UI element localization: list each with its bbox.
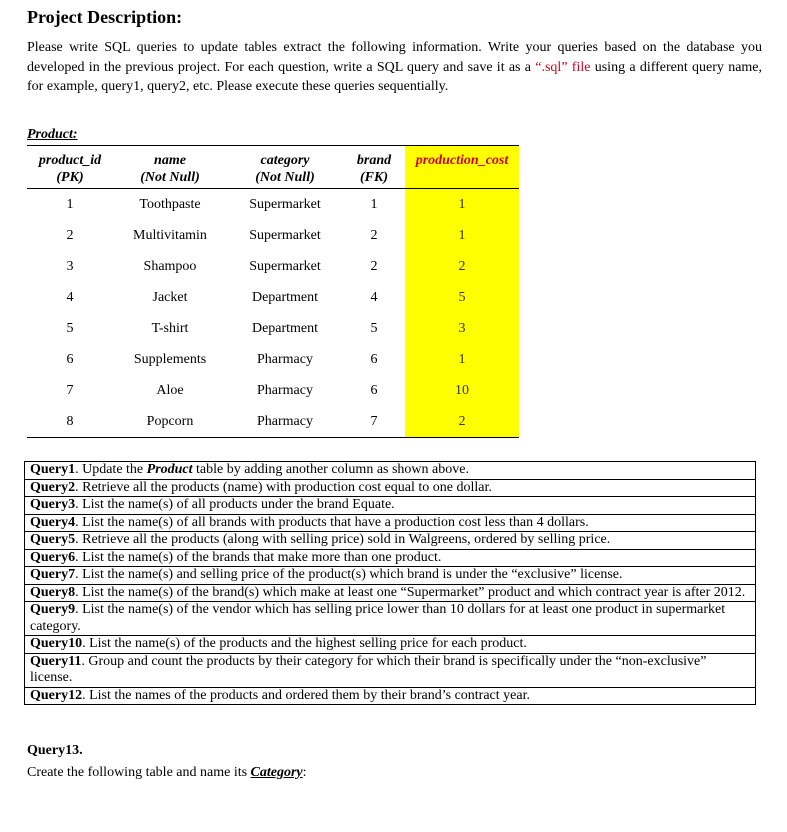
query-label: Query1 bbox=[30, 462, 76, 477]
query-label: Query2 bbox=[30, 479, 76, 495]
cell-product-id: 6 bbox=[66, 351, 74, 367]
cell-category: Supermarket bbox=[249, 227, 321, 243]
query-description: . List the name(s) of the brand(s) which make at least one “Supermarket” product and which contract year is after 2012. bbox=[75, 584, 746, 600]
cell-production-cost: 2 bbox=[405, 251, 519, 282]
cell-category: Supermarket bbox=[249, 258, 321, 274]
cell-production-cost: 1 bbox=[405, 220, 519, 251]
header-category: category (Not Null) bbox=[255, 153, 315, 185]
query-description: . Group and count the products by their category for which their brand is specifically under the “non-exclusive” license. bbox=[30, 653, 707, 685]
table-row bbox=[27, 251, 519, 282]
category-table-name: Category bbox=[250, 765, 303, 780]
query-text bbox=[25, 636, 756, 654]
query-text bbox=[25, 567, 756, 585]
query-label: Query6 bbox=[30, 549, 76, 565]
query-description: . Retrieve all the products (along with selling price) sold in Walgreens, ordered by selling price. bbox=[75, 532, 611, 547]
product-table bbox=[27, 145, 519, 438]
product-table-label: Product: bbox=[27, 127, 78, 142]
cell-product-id: 7 bbox=[66, 382, 74, 398]
cell-product-id: 8 bbox=[66, 413, 74, 429]
cell-brand: 2 bbox=[370, 227, 378, 243]
cell-category: Pharmacy bbox=[257, 382, 313, 398]
query-row bbox=[25, 462, 756, 480]
cell-name: T-shirt bbox=[151, 320, 189, 336]
query-description: . List the name(s) of all brands with products that have a production cost less than 4 dollars. bbox=[75, 514, 589, 530]
sql-file-ext: “.sql” file bbox=[535, 59, 591, 75]
header-product-id: product_id (PK) bbox=[38, 153, 102, 185]
cell-product-id: 4 bbox=[66, 289, 74, 305]
query-description: . Retrieve all the products (name) with production cost equal to one dollar. bbox=[75, 479, 492, 495]
cell-product-id: 5 bbox=[66, 320, 74, 336]
header-production-cost: production_cost bbox=[405, 146, 519, 189]
cell-brand: 6 bbox=[370, 382, 378, 398]
query-text bbox=[25, 549, 756, 567]
table-row bbox=[27, 406, 519, 438]
query-text bbox=[25, 462, 756, 480]
table-row bbox=[27, 220, 519, 251]
cell-product-id: 1 bbox=[66, 196, 74, 212]
queries-table bbox=[24, 461, 756, 705]
cell-brand: 5 bbox=[370, 320, 378, 336]
query13-instruction: Create the following table and name its bbox=[27, 765, 251, 780]
query-label: Query8 bbox=[30, 584, 76, 600]
table-row bbox=[27, 282, 519, 313]
query-row bbox=[25, 584, 756, 602]
query-text bbox=[25, 602, 756, 636]
query-label: Query3 bbox=[30, 497, 76, 512]
query-row bbox=[25, 497, 756, 515]
cell-name: Toothpaste bbox=[139, 196, 201, 212]
query-text bbox=[25, 532, 756, 550]
query-description: . List the name(s) and selling price of the product(s) which brand is under the “exclusive” license. bbox=[75, 567, 623, 582]
query-row bbox=[25, 479, 756, 497]
cell-production-cost: 1 bbox=[405, 344, 519, 375]
query-row bbox=[25, 602, 756, 636]
header-name: name (Not Null) bbox=[140, 153, 200, 185]
query-text bbox=[25, 514, 756, 532]
query-description: . List the name(s) of the vendor which has selling price lower than 10 dollars for at least one product in supermarket category. bbox=[30, 602, 726, 634]
cell-name: Multivitamin bbox=[133, 227, 207, 243]
cell-name: Aloe bbox=[156, 382, 184, 398]
cell-category: Supermarket bbox=[249, 196, 321, 212]
cell-name: Jacket bbox=[152, 289, 188, 305]
query-text bbox=[25, 687, 756, 705]
cell-product-id: 2 bbox=[66, 227, 74, 243]
cell-production-cost: 3 bbox=[405, 313, 519, 344]
table-row bbox=[27, 189, 519, 221]
query-description: . List the name(s) of the products and the highest selling price for each product. bbox=[82, 636, 527, 651]
cell-production-cost: 2 bbox=[405, 406, 519, 438]
cell-product-id: 3 bbox=[66, 258, 74, 274]
query-row bbox=[25, 653, 756, 687]
cell-category: Pharmacy bbox=[257, 413, 313, 429]
query-label: Query12 bbox=[30, 687, 83, 703]
intro-paragraph bbox=[27, 38, 762, 97]
query-row bbox=[25, 514, 756, 532]
query-row bbox=[25, 567, 756, 585]
table-row bbox=[27, 313, 519, 344]
query-description: . List the name(s) of all products under the brand Equate. bbox=[75, 497, 395, 512]
query-label: Query11 bbox=[30, 653, 82, 669]
query-text bbox=[25, 479, 756, 497]
cell-category: Department bbox=[251, 289, 319, 305]
query13-text bbox=[27, 765, 307, 781]
product-table-header bbox=[27, 146, 519, 189]
intro-text-1: Please write SQL queries to update tables extract the following information. Write your queries based on the database you developed in the previous project. For each question, write a SQL query and save it as a bbox=[27, 40, 762, 75]
query-row bbox=[25, 532, 756, 550]
cell-category: Department bbox=[251, 320, 319, 336]
page-title: Project Description: bbox=[27, 7, 183, 27]
cell-name: Popcorn bbox=[146, 413, 194, 429]
cell-category: Pharmacy bbox=[257, 351, 313, 367]
cell-name: Shampoo bbox=[143, 258, 197, 274]
query-text bbox=[25, 584, 756, 602]
cell-brand: 4 bbox=[370, 289, 378, 305]
query-row bbox=[25, 636, 756, 654]
query-text bbox=[25, 497, 756, 515]
query13-label: Query13. bbox=[27, 743, 83, 758]
query-label: Query9 bbox=[30, 602, 76, 617]
cell-brand: 7 bbox=[370, 413, 378, 429]
cell-name: Supplements bbox=[133, 351, 207, 367]
query-description: . Update the bbox=[75, 462, 147, 477]
header-brand: brand (FK) bbox=[356, 153, 392, 185]
query-description-end: table by adding another column as shown above. bbox=[192, 462, 469, 477]
cell-brand: 2 bbox=[370, 258, 378, 274]
query-description: . List the names of the products and ordered them by their brand’s contract year. bbox=[82, 687, 530, 703]
query-description: . List the name(s) of the brands that make more than one product. bbox=[75, 549, 442, 565]
table-row bbox=[27, 344, 519, 375]
query-label: Query10 bbox=[30, 636, 83, 651]
query13-colon: : bbox=[302, 765, 307, 780]
query-text bbox=[25, 653, 756, 687]
cell-brand: 6 bbox=[370, 351, 378, 367]
cell-production-cost: 5 bbox=[405, 282, 519, 313]
query-label: Query5 bbox=[30, 532, 76, 547]
table-row bbox=[27, 375, 519, 406]
query-emphasis: Product bbox=[146, 462, 193, 477]
query-label: Query4 bbox=[30, 514, 76, 530]
cell-brand: 1 bbox=[370, 196, 378, 212]
cell-production-cost: 1 bbox=[405, 189, 519, 221]
intro-text-2: using a different query name, for example, query1, query2, etc. Please execute these queries sequentially. bbox=[27, 59, 763, 94]
query-row bbox=[25, 687, 756, 705]
cell-production-cost: 10 bbox=[405, 375, 519, 406]
query-row bbox=[25, 549, 756, 567]
query-label: Query7 bbox=[30, 567, 76, 582]
